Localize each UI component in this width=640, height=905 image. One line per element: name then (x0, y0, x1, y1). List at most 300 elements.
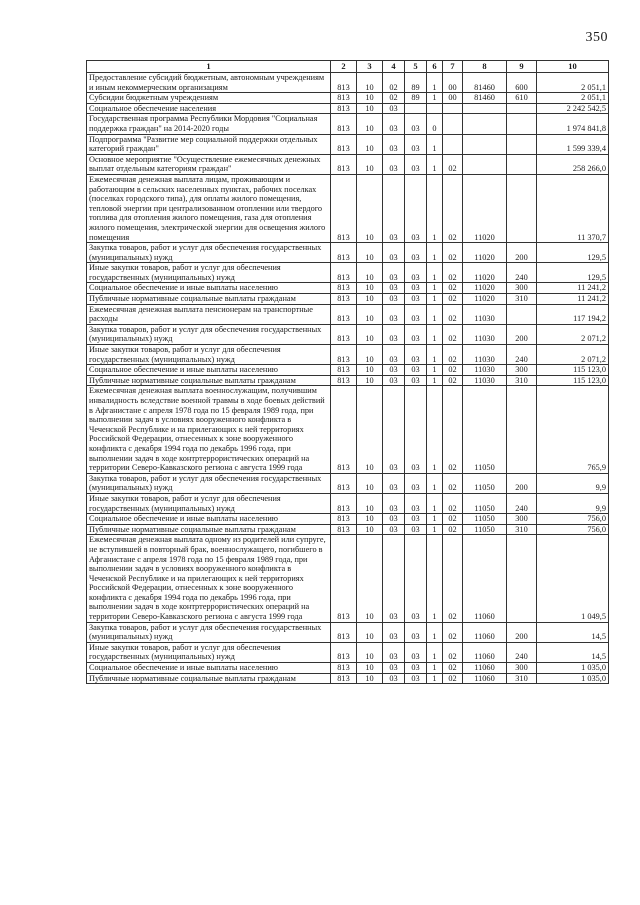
item-name: Закупка товаров, работ и услуг для обеспечения государственных (муниципальных) нужд (87, 324, 331, 344)
activity-code: 00 (443, 93, 463, 104)
direction-code (463, 154, 507, 174)
section-code: 10 (357, 375, 383, 386)
section-code: 10 (357, 243, 383, 263)
ministry-code: 813 (331, 103, 357, 114)
table-row (87, 93, 609, 104)
section-code: 10 (357, 263, 383, 283)
item-name: Социальное обеспечение и иные выплаты населению (87, 514, 331, 525)
column-header-6: 6 (427, 61, 443, 73)
expense-type-code (507, 114, 537, 134)
subsection-code: 03 (383, 622, 405, 642)
expense-type-code: 200 (507, 324, 537, 344)
direction-code: 11030 (463, 365, 507, 376)
subprogram-code: 1 (427, 263, 443, 283)
table-row (87, 243, 609, 263)
expense-type-code (507, 134, 537, 154)
subprogram-code: 1 (427, 386, 443, 473)
expense-type-code: 240 (507, 345, 537, 365)
expense-type-code: 240 (507, 642, 537, 662)
activity-code: 02 (443, 524, 463, 535)
table-row (87, 524, 609, 535)
subsection-code: 03 (383, 535, 405, 622)
ministry-code: 813 (331, 524, 357, 535)
item-name: Социальное обеспечение и иные выплаты населению (87, 365, 331, 376)
expense-type-code: 610 (507, 93, 537, 104)
subsection-code: 02 (383, 73, 405, 93)
amount: 756,0 (537, 514, 609, 525)
section-code: 10 (357, 73, 383, 93)
activity-code: 02 (443, 174, 463, 242)
item-name: Социальное обеспечение населения (87, 103, 331, 114)
section-code: 10 (357, 134, 383, 154)
direction-code: 11030 (463, 345, 507, 365)
subprogram-code: 1 (427, 345, 443, 365)
program-code: 03 (405, 622, 427, 642)
item-name: Подпрограмма "Развитие мер социальной поддержки отдельных категорий граждан" (87, 134, 331, 154)
ministry-code: 813 (331, 642, 357, 662)
activity-code: 02 (443, 493, 463, 513)
ministry-code: 813 (331, 304, 357, 324)
subsection-code: 03 (383, 294, 405, 305)
expense-type-code: 600 (507, 73, 537, 93)
expense-type-code (507, 535, 537, 622)
expense-type-code (507, 386, 537, 473)
section-code: 10 (357, 154, 383, 174)
direction-code: 11020 (463, 174, 507, 242)
ministry-code: 813 (331, 294, 357, 305)
item-name: Ежемесячная денежная выплата одному из родителей или супруге, не вступившей в повторный брак, военнослужащего, погибшего в Афганистане с апреля 1978 года по 15 февраля 1989 года, при выполнении задач в условиях вооруженного конфликта в Чеченской Республике и на прилегающих к ней территориях Российской Федерации, отнесенных к зоне вооруженного конфликта с декабря 1994 года по декабрь 1996 года, при выполнении задач в ходе контртеррористических операций на территории Северо-Кавказского региона с августа 1999 года (87, 535, 331, 622)
column-header-7: 7 (443, 61, 463, 73)
expense-type-code: 200 (507, 473, 537, 493)
ministry-code: 813 (331, 673, 357, 684)
subprogram-code: 1 (427, 134, 443, 154)
amount: 1 049,5 (537, 535, 609, 622)
amount: 765,9 (537, 386, 609, 473)
amount: 2 071,2 (537, 345, 609, 365)
subsection-code: 03 (383, 174, 405, 242)
activity-code: 00 (443, 73, 463, 93)
table-row (87, 375, 609, 386)
expense-type-code: 310 (507, 375, 537, 386)
direction-code: 11060 (463, 673, 507, 684)
subprogram-code: 1 (427, 524, 443, 535)
column-header-8: 8 (463, 61, 507, 73)
expense-type-code (507, 304, 537, 324)
amount: 258 266,0 (537, 154, 609, 174)
expense-type-code: 300 (507, 663, 537, 674)
amount: 129,5 (537, 243, 609, 263)
column-header-10: 10 (537, 61, 609, 73)
ministry-code: 813 (331, 365, 357, 376)
section-code: 10 (357, 535, 383, 622)
amount: 11 370,7 (537, 174, 609, 242)
program-code: 03 (405, 174, 427, 242)
table-row (87, 473, 609, 493)
item-name: Ежемесячная денежная выплата военнослужащим, получившим инвалидность вследствие военной травмы в ходе боевых действий в Афганистане с апреля 1978 года по 15 февраля 1989 года, при выполнении задач в условиях вооруженного конфликта в Чеченской Республике и на прилегающих к ней территориях Российской Федерации, отнесенных к зоне вооруженного конфликта с декабря 1994 года по декабрь 1996 года, при выполнении задач в ходе контртеррористических операций на территории Северо-Кавказского региона с августа 1999 года (87, 386, 331, 473)
item-name: Публичные нормативные социальные выплаты гражданам (87, 294, 331, 305)
item-name: Ежемесячная денежная выплата лицам, проживающим и работающим в сельских населенных пунктах, рабочих поселках (поселках городского типа), для оплаты жилого помещения, тепловой энергии при централизованном отоплении или твердого топлива для отопления жилого помещения, газа для отопления жилого помещения, электрической энергии для освещения жилого помещения (87, 174, 331, 242)
program-code: 03 (405, 524, 427, 535)
ministry-code: 813 (331, 622, 357, 642)
ministry-code: 813 (331, 514, 357, 525)
program-code: 03 (405, 345, 427, 365)
section-code: 10 (357, 294, 383, 305)
subprogram-code: 1 (427, 283, 443, 294)
item-name: Социальное обеспечение и иные выплаты населению (87, 283, 331, 294)
ministry-code: 813 (331, 243, 357, 263)
expense-type-code: 200 (507, 243, 537, 263)
item-name: Публичные нормативные социальные выплаты гражданам (87, 524, 331, 535)
amount: 11 241,2 (537, 283, 609, 294)
subsection-code: 03 (383, 345, 405, 365)
subsection-code: 03 (383, 386, 405, 473)
expense-type-code: 310 (507, 673, 537, 684)
subprogram-code: 1 (427, 514, 443, 525)
direction-code: 11030 (463, 304, 507, 324)
direction-code: 11020 (463, 243, 507, 263)
program-code: 89 (405, 93, 427, 104)
amount: 1 974 841,8 (537, 114, 609, 134)
program-code: 03 (405, 243, 427, 263)
amount: 117 194,2 (537, 304, 609, 324)
expense-type-code: 200 (507, 622, 537, 642)
subprogram-code: 1 (427, 535, 443, 622)
subprogram-code: 1 (427, 375, 443, 386)
subsection-code: 03 (383, 365, 405, 376)
subsection-code: 03 (383, 324, 405, 344)
program-code: 03 (405, 493, 427, 513)
ministry-code: 813 (331, 375, 357, 386)
table-row (87, 263, 609, 283)
ministry-code: 813 (331, 93, 357, 104)
item-name: Государственная программа Республики Мордовия "Социальная поддержка граждан" на 2014-2020 годы (87, 114, 331, 134)
amount: 11 241,2 (537, 294, 609, 305)
program-code: 03 (405, 642, 427, 662)
ministry-code: 813 (331, 473, 357, 493)
activity-code: 02 (443, 663, 463, 674)
item-name: Иные закупки товаров, работ и услуг для обеспечения государственных (муниципальных) нужд (87, 493, 331, 513)
direction-code: 11050 (463, 473, 507, 493)
direction-code: 11060 (463, 663, 507, 674)
subprogram-code: 1 (427, 174, 443, 242)
column-header-5: 5 (405, 61, 427, 73)
section-code: 10 (357, 514, 383, 525)
activity-code: 02 (443, 673, 463, 684)
expense-type-code (507, 154, 537, 174)
table-row (87, 663, 609, 674)
activity-code: 02 (443, 514, 463, 525)
ministry-code: 813 (331, 663, 357, 674)
ministry-code: 813 (331, 386, 357, 473)
expense-type-code: 300 (507, 283, 537, 294)
amount: 115 123,0 (537, 365, 609, 376)
table-row (87, 642, 609, 662)
direction-code: 11050 (463, 514, 507, 525)
direction-code: 11050 (463, 386, 507, 473)
subprogram-code (427, 103, 443, 114)
header-row (87, 61, 609, 73)
ministry-code: 813 (331, 174, 357, 242)
activity-code: 02 (443, 304, 463, 324)
direction-code (463, 103, 507, 114)
section-code: 10 (357, 663, 383, 674)
activity-code: 02 (443, 294, 463, 305)
activity-code: 02 (443, 365, 463, 376)
section-code: 10 (357, 622, 383, 642)
expense-type-code: 300 (507, 365, 537, 376)
item-name: Основное мероприятие "Осуществление ежемесячных денежных выплат отдельным категориям граждан" (87, 154, 331, 174)
budget-table (86, 60, 609, 684)
direction-code: 11020 (463, 263, 507, 283)
table-row (87, 386, 609, 473)
section-code: 10 (357, 114, 383, 134)
activity-code: 02 (443, 535, 463, 622)
program-code: 03 (405, 154, 427, 174)
subsection-code: 03 (383, 103, 405, 114)
direction-code: 11050 (463, 493, 507, 513)
amount: 1 599 339,4 (537, 134, 609, 154)
direction-code: 11060 (463, 535, 507, 622)
activity-code: 02 (443, 154, 463, 174)
item-name: Иные закупки товаров, работ и услуг для обеспечения государственных (муниципальных) нужд (87, 263, 331, 283)
direction-code: 81460 (463, 93, 507, 104)
table-row (87, 154, 609, 174)
table-row (87, 114, 609, 134)
column-header-2: 2 (331, 61, 357, 73)
subsection-code: 03 (383, 263, 405, 283)
item-name: Закупка товаров, работ и услуг для обеспечения государственных (муниципальных) нужд (87, 243, 331, 263)
program-code: 03 (405, 663, 427, 674)
direction-code: 11020 (463, 294, 507, 305)
item-name: Предоставление субсидий бюджетным, автономным учреждениям и иным некоммерческим организациям (87, 73, 331, 93)
subprogram-code: 1 (427, 673, 443, 684)
table-row (87, 622, 609, 642)
activity-code: 02 (443, 283, 463, 294)
program-code: 03 (405, 324, 427, 344)
ministry-code: 813 (331, 134, 357, 154)
expense-type-code (507, 174, 537, 242)
section-code: 10 (357, 673, 383, 684)
section-code: 10 (357, 103, 383, 114)
subsection-code: 03 (383, 243, 405, 263)
ministry-code: 813 (331, 114, 357, 134)
section-code: 10 (357, 324, 383, 344)
section-code: 10 (357, 642, 383, 662)
program-code: 03 (405, 514, 427, 525)
activity-code (443, 134, 463, 154)
direction-code: 11060 (463, 622, 507, 642)
program-code: 03 (405, 283, 427, 294)
subsection-code: 03 (383, 114, 405, 134)
activity-code: 02 (443, 642, 463, 662)
section-code: 10 (357, 524, 383, 535)
subprogram-code: 1 (427, 663, 443, 674)
section-code: 10 (357, 365, 383, 376)
activity-code: 02 (443, 263, 463, 283)
ministry-code: 813 (331, 324, 357, 344)
subsection-code: 03 (383, 663, 405, 674)
subprogram-code: 1 (427, 493, 443, 513)
amount: 1 035,0 (537, 663, 609, 674)
item-name: Субсидии бюджетным учреждениям (87, 93, 331, 104)
table-row (87, 103, 609, 114)
item-name: Иные закупки товаров, работ и услуг для обеспечения государственных (муниципальных) нужд (87, 345, 331, 365)
subsection-code: 03 (383, 154, 405, 174)
table-row (87, 304, 609, 324)
expense-type-code: 310 (507, 524, 537, 535)
direction-code: 11060 (463, 642, 507, 662)
activity-code (443, 114, 463, 134)
section-code: 10 (357, 345, 383, 365)
subsection-code: 03 (383, 134, 405, 154)
subprogram-code: 1 (427, 365, 443, 376)
subprogram-code: 1 (427, 473, 443, 493)
activity-code: 02 (443, 386, 463, 473)
ministry-code: 813 (331, 283, 357, 294)
ministry-code: 813 (331, 73, 357, 93)
subsection-code: 03 (383, 304, 405, 324)
program-code: 03 (405, 365, 427, 376)
page-number: 350 (585, 30, 608, 45)
amount: 2 051,1 (537, 73, 609, 93)
amount: 9,9 (537, 493, 609, 513)
item-name: Публичные нормативные социальные выплаты гражданам (87, 375, 331, 386)
program-code: 03 (405, 114, 427, 134)
table-row (87, 294, 609, 305)
subsection-code: 03 (383, 473, 405, 493)
amount: 9,9 (537, 473, 609, 493)
item-name: Закупка товаров, работ и услуг для обеспечения государственных (муниципальных) нужд (87, 473, 331, 493)
ministry-code: 813 (331, 263, 357, 283)
direction-code: 11050 (463, 524, 507, 535)
subsection-code: 03 (383, 642, 405, 662)
subprogram-code: 1 (427, 622, 443, 642)
item-name: Социальное обеспечение и иные выплаты населению (87, 663, 331, 674)
amount: 115 123,0 (537, 375, 609, 386)
subprogram-code: 1 (427, 642, 443, 662)
activity-code: 02 (443, 324, 463, 344)
amount: 756,0 (537, 524, 609, 535)
table-row (87, 324, 609, 344)
table-row (87, 365, 609, 376)
table-row (87, 283, 609, 294)
column-header-3: 3 (357, 61, 383, 73)
direction-code (463, 134, 507, 154)
ministry-code: 813 (331, 493, 357, 513)
item-name: Ежемесячная денежная выплата пенсионерам на транспортные расходы (87, 304, 331, 324)
amount: 14,5 (537, 622, 609, 642)
program-code: 03 (405, 375, 427, 386)
subprogram-code: 1 (427, 73, 443, 93)
expense-type-code: 310 (507, 294, 537, 305)
section-code: 10 (357, 174, 383, 242)
program-code: 03 (405, 535, 427, 622)
direction-code: 11020 (463, 283, 507, 294)
subsection-code: 03 (383, 493, 405, 513)
direction-code: 81460 (463, 73, 507, 93)
program-code: 03 (405, 294, 427, 305)
column-header-9: 9 (507, 61, 537, 73)
activity-code: 02 (443, 243, 463, 263)
subsection-code: 03 (383, 524, 405, 535)
program-code: 03 (405, 134, 427, 154)
program-code: 03 (405, 473, 427, 493)
subprogram-code: 1 (427, 304, 443, 324)
table-row (87, 174, 609, 242)
table-row (87, 134, 609, 154)
ministry-code: 813 (331, 535, 357, 622)
subsection-code: 03 (383, 283, 405, 294)
section-code: 10 (357, 473, 383, 493)
activity-code: 02 (443, 622, 463, 642)
amount: 2 051,1 (537, 93, 609, 104)
subsection-code: 02 (383, 93, 405, 104)
section-code: 10 (357, 93, 383, 104)
subsection-code: 03 (383, 514, 405, 525)
column-header-1: 1 (87, 61, 331, 73)
subprogram-code: 1 (427, 243, 443, 263)
table-body (87, 73, 609, 684)
subprogram-code: 1 (427, 154, 443, 174)
expense-type-code: 240 (507, 263, 537, 283)
section-code: 10 (357, 493, 383, 513)
amount: 129,5 (537, 263, 609, 283)
direction-code: 11030 (463, 324, 507, 344)
subsection-code: 03 (383, 673, 405, 684)
program-code: 03 (405, 386, 427, 473)
table-row (87, 514, 609, 525)
direction-code (463, 114, 507, 134)
amount: 14,5 (537, 642, 609, 662)
item-name: Публичные нормативные социальные выплаты гражданам (87, 673, 331, 684)
program-code: 03 (405, 263, 427, 283)
ministry-code: 813 (331, 345, 357, 365)
table-row (87, 345, 609, 365)
section-code: 10 (357, 304, 383, 324)
expense-type-code: 240 (507, 493, 537, 513)
subsection-code: 03 (383, 375, 405, 386)
subprogram-code: 1 (427, 294, 443, 305)
activity-code: 02 (443, 375, 463, 386)
amount: 2 071,2 (537, 324, 609, 344)
activity-code (443, 103, 463, 114)
activity-code: 02 (443, 345, 463, 365)
section-code: 10 (357, 283, 383, 294)
table-row (87, 73, 609, 93)
table-row (87, 493, 609, 513)
subprogram-code: 1 (427, 324, 443, 344)
expense-type-code (507, 103, 537, 114)
section-code: 10 (357, 386, 383, 473)
program-code: 03 (405, 673, 427, 684)
table-row (87, 673, 609, 684)
direction-code: 11030 (463, 375, 507, 386)
item-name: Закупка товаров, работ и услуг для обеспечения государственных (муниципальных) нужд (87, 622, 331, 642)
subprogram-code: 1 (427, 93, 443, 104)
program-code: 89 (405, 73, 427, 93)
amount: 1 035,0 (537, 673, 609, 684)
column-header-4: 4 (383, 61, 405, 73)
program-code (405, 103, 427, 114)
item-name: Иные закупки товаров, работ и услуг для обеспечения государственных (муниципальных) нужд (87, 642, 331, 662)
amount: 2 242 542,5 (537, 103, 609, 114)
program-code: 03 (405, 304, 427, 324)
activity-code: 02 (443, 473, 463, 493)
expense-type-code: 300 (507, 514, 537, 525)
ministry-code: 813 (331, 154, 357, 174)
table-row (87, 535, 609, 622)
subprogram-code: 0 (427, 114, 443, 134)
